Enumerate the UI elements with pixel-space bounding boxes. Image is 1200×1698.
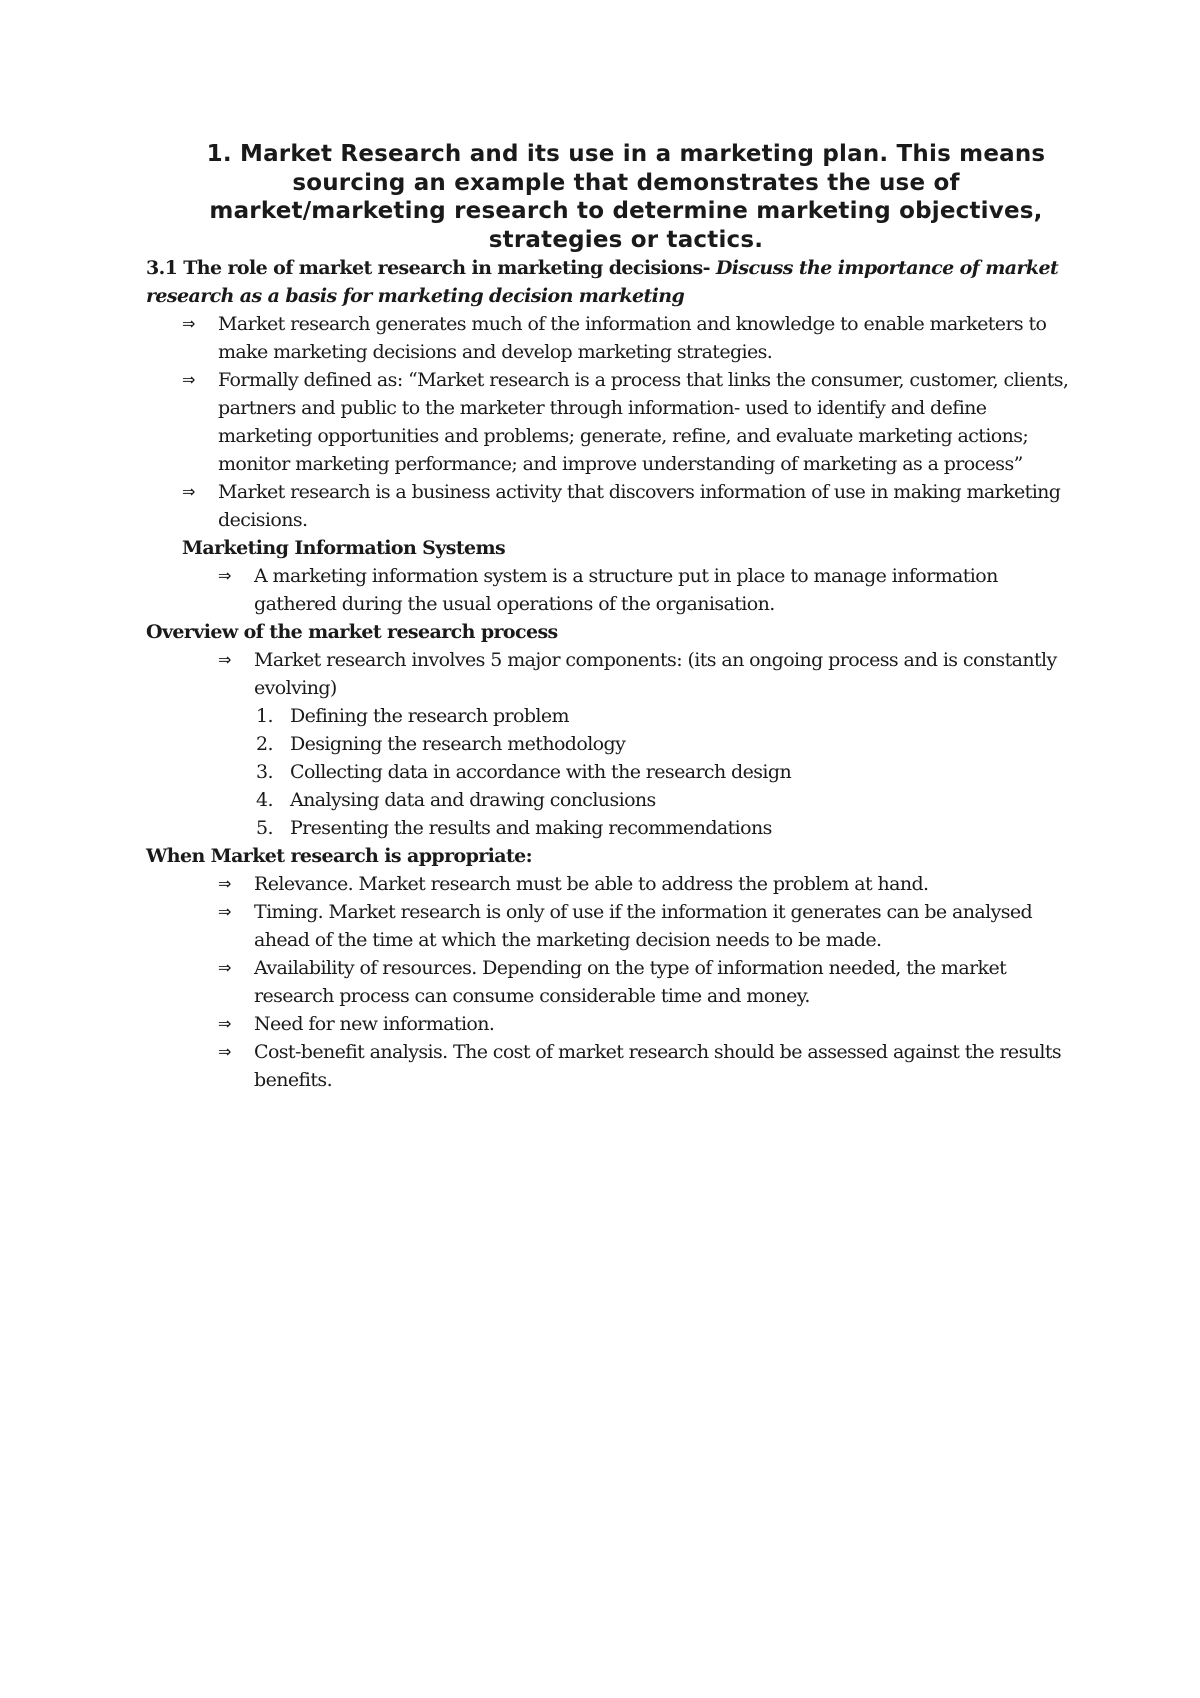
step-text: Designing the research methodology bbox=[290, 733, 626, 755]
section-3-1-heading-text: 3.1 The role of market research in marketing decisions bbox=[146, 257, 703, 279]
bullet-text: Cost-benefit analysis. The cost of market research should be assessed against the results benefits. bbox=[254, 1041, 1062, 1091]
step-number: 4. bbox=[256, 789, 273, 811]
bullet-text: Market research generates much of the information and knowledge to enable marketers to make marketing decisions and develop marketing strategies. bbox=[218, 313, 1047, 363]
bullet-text: Need for new information. bbox=[254, 1013, 495, 1035]
list-item bbox=[146, 1010, 1076, 1038]
arrow-bullet-icon: ⇒ bbox=[218, 566, 231, 585]
step-number: 1. bbox=[256, 705, 273, 727]
step-number: 3. bbox=[256, 761, 273, 783]
section-3-1-italic-prompt: Discuss the importance of market research as a basis for marketing decision marketing bbox=[146, 257, 1059, 307]
list-item bbox=[146, 898, 1076, 954]
step-text: Analysing data and drawing conclusions bbox=[290, 789, 656, 811]
bullet-text: Formally defined as: “Market research is a process that links the consumer, customer, clients, partners and public to the marketer through information- used to identify and define marketing opportunities and problems; generate, refine, and evaluate marketing actions; monitor marketing performance; and improve understanding of marketing as a process” bbox=[218, 369, 1069, 475]
list-item bbox=[146, 646, 1076, 702]
section-3-1-dash: - bbox=[702, 257, 716, 279]
overview-heading: Overview of the market research process bbox=[146, 621, 558, 643]
bullet-text: Timing. Market research is only of use if the information it generates can be analysed ahead of the time at which the marketing decision needs to be made. bbox=[254, 901, 1033, 951]
arrow-bullet-icon: ⇒ bbox=[218, 874, 231, 893]
step-number: 2. bbox=[256, 733, 273, 755]
arrow-bullet-icon: ⇒ bbox=[182, 314, 195, 333]
overview-bullet-list bbox=[146, 646, 1076, 702]
list-item bbox=[146, 786, 1076, 814]
list-item bbox=[146, 1038, 1076, 1094]
arrow-bullet-icon: ⇒ bbox=[182, 482, 195, 501]
list-item bbox=[146, 730, 1076, 758]
arrow-bullet-icon: ⇒ bbox=[218, 1014, 231, 1033]
step-number: 5. bbox=[256, 817, 273, 839]
appropriate-heading: When Market research is appropriate: bbox=[146, 845, 533, 867]
bullet-text: A marketing information system is a structure put in place to manage information gathered during the usual operations of the organisation. bbox=[254, 565, 998, 615]
mis-bullet-list bbox=[146, 562, 1076, 618]
bullet-text: Market research is a business activity that discovers information of use in making marketing decisions. bbox=[218, 481, 1061, 531]
list-item bbox=[146, 758, 1076, 786]
section-3-1-bullet-list bbox=[146, 310, 1076, 534]
document-page bbox=[146, 140, 1076, 1094]
document-title: 1. Market Research and its use in a marketing plan. This means sourcing an example that demonstrates the use of market/marketing research to determine marketing objectives, strategies or tactics. bbox=[206, 141, 1046, 253]
mis-heading: Marketing Information Systems bbox=[182, 537, 506, 559]
bullet-text: Market research involves 5 major components: (its an ongoing process and is constantly evolving) bbox=[254, 649, 1057, 699]
bullet-text: Availability of resources. Depending on the type of information needed, the market research process can consume considerable time and money. bbox=[254, 957, 1007, 1007]
step-text: Collecting data in accordance with the research design bbox=[290, 761, 792, 783]
list-item bbox=[146, 478, 1076, 534]
arrow-bullet-icon: ⇒ bbox=[218, 1042, 231, 1061]
list-item bbox=[146, 702, 1076, 730]
arrow-bullet-icon: ⇒ bbox=[182, 370, 195, 389]
list-item bbox=[146, 562, 1076, 618]
appropriate-bullet-list bbox=[146, 870, 1076, 1094]
arrow-bullet-icon: ⇒ bbox=[218, 902, 231, 921]
arrow-bullet-icon: ⇒ bbox=[218, 958, 231, 977]
list-item bbox=[146, 310, 1076, 366]
step-text: Presenting the results and making recommendations bbox=[290, 817, 772, 839]
list-item bbox=[146, 954, 1076, 1010]
research-steps-list bbox=[146, 702, 1076, 842]
bullet-text: Relevance. Market research must be able to address the problem at hand. bbox=[254, 873, 929, 895]
arrow-bullet-icon: ⇒ bbox=[218, 650, 231, 669]
list-item bbox=[146, 814, 1076, 842]
list-item bbox=[146, 870, 1076, 898]
list-item bbox=[146, 366, 1076, 478]
step-text: Defining the research problem bbox=[290, 705, 569, 727]
section-3-1-heading bbox=[146, 254, 1076, 310]
